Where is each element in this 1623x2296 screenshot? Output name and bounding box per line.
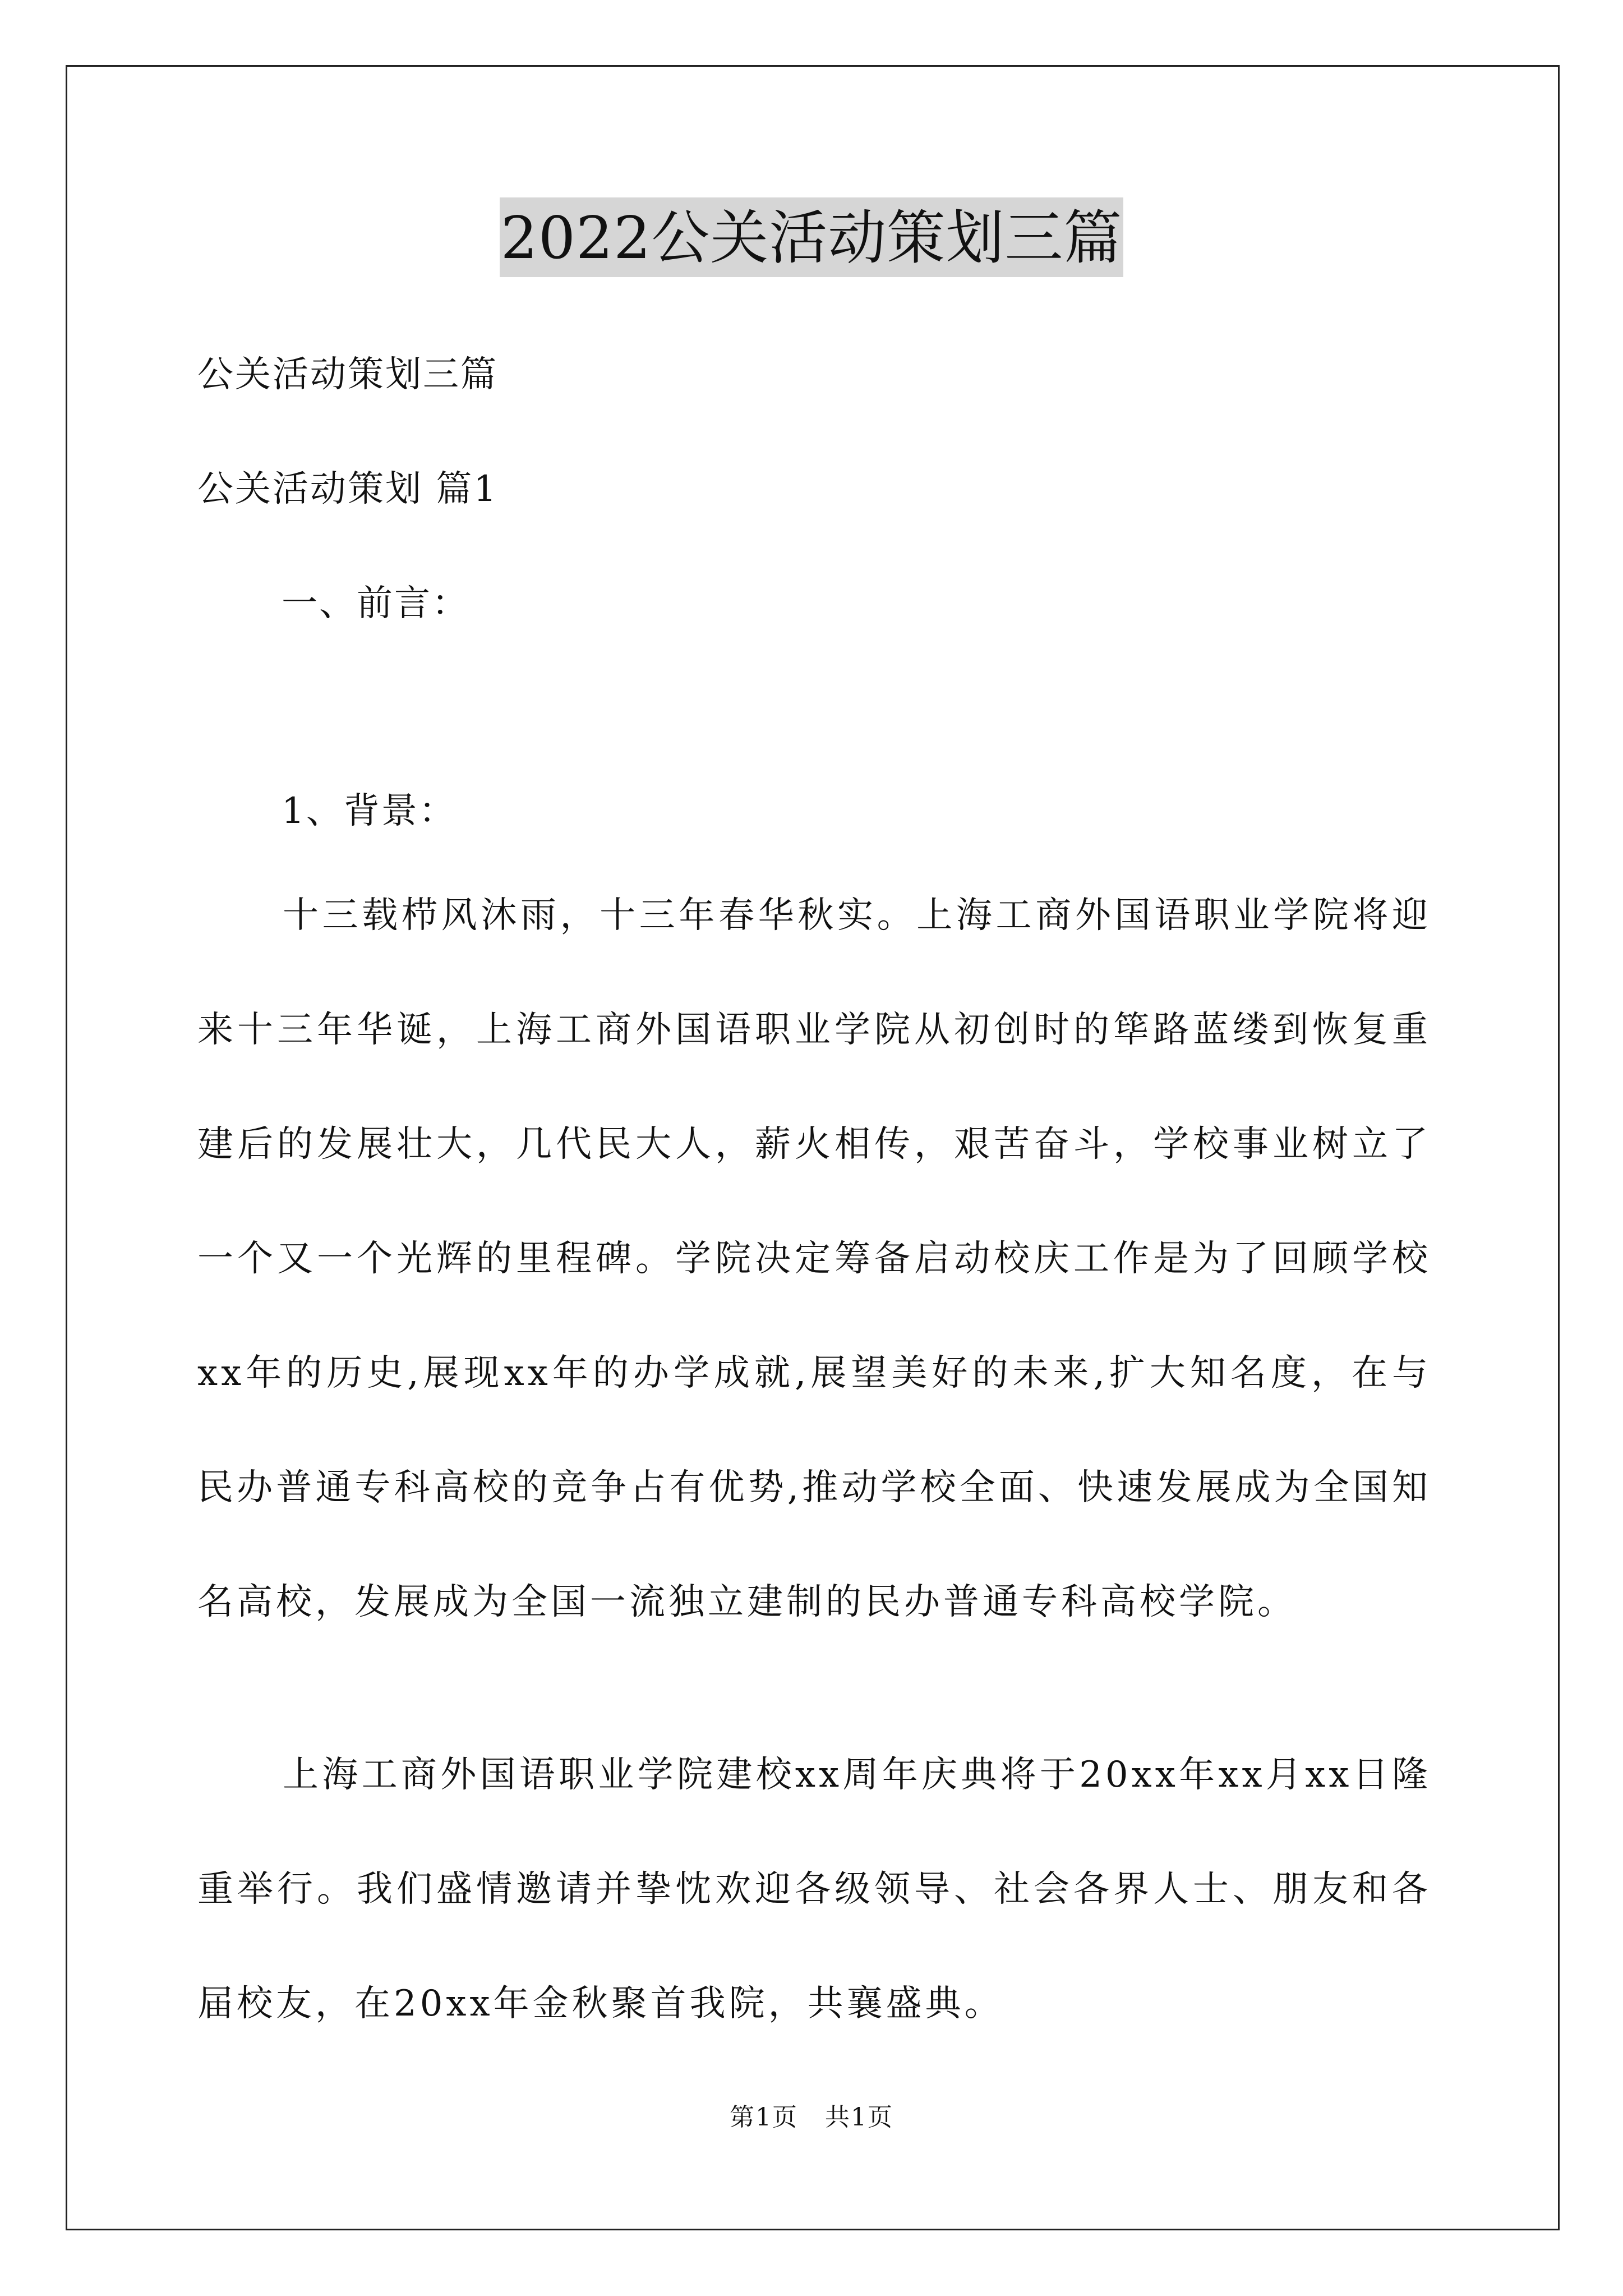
paragraph-invitation: 上海工商外国语职业学院建校xx周年庆典将于20xx年xx月xx日隆重举行。我们盛情邀请并挚忱欢迎各级领导、社会各界人士、朋友和各届校友，在20xx年金秋聚首我院，共襄盛典。 [197, 1754, 1431, 2024]
paragraph-background: 十三载栉风沐雨，十三年春华秋实。上海工商外国语职业学院将迎来十三年华诞，上海工商外国语职业学院从初创时的筚路蓝缕到恢复重建后的发展壮大，几代民大人，薪火相传，艰苦奋斗，学校事业树立了一个又一个光辉的里程碑。学院决定筹备启动校庆工作是为了回顾学校xx年的历史,展现xx年的办学成就,展望美好的未来,扩大知名度，在与民办普通专科高校的竞争占有优势,推动学校全面、快速发展成为全国知名高校，发展成为全国一流独立建制的民办普通专科高校学院。 [197, 895, 1431, 1623]
heading-preface: 一、前言： [282, 583, 469, 624]
heading-background: 1、背景： [282, 790, 457, 832]
section-heading: 公关活动策划 篇1 [197, 468, 499, 510]
title-container [0, 197, 1623, 277]
document-title: 2022公关活动策划三篇 [500, 197, 1124, 277]
document-subtitle: 公关活动策划三篇 [197, 354, 498, 395]
page-footer: 第1页 共1页 [730, 2103, 893, 2132]
